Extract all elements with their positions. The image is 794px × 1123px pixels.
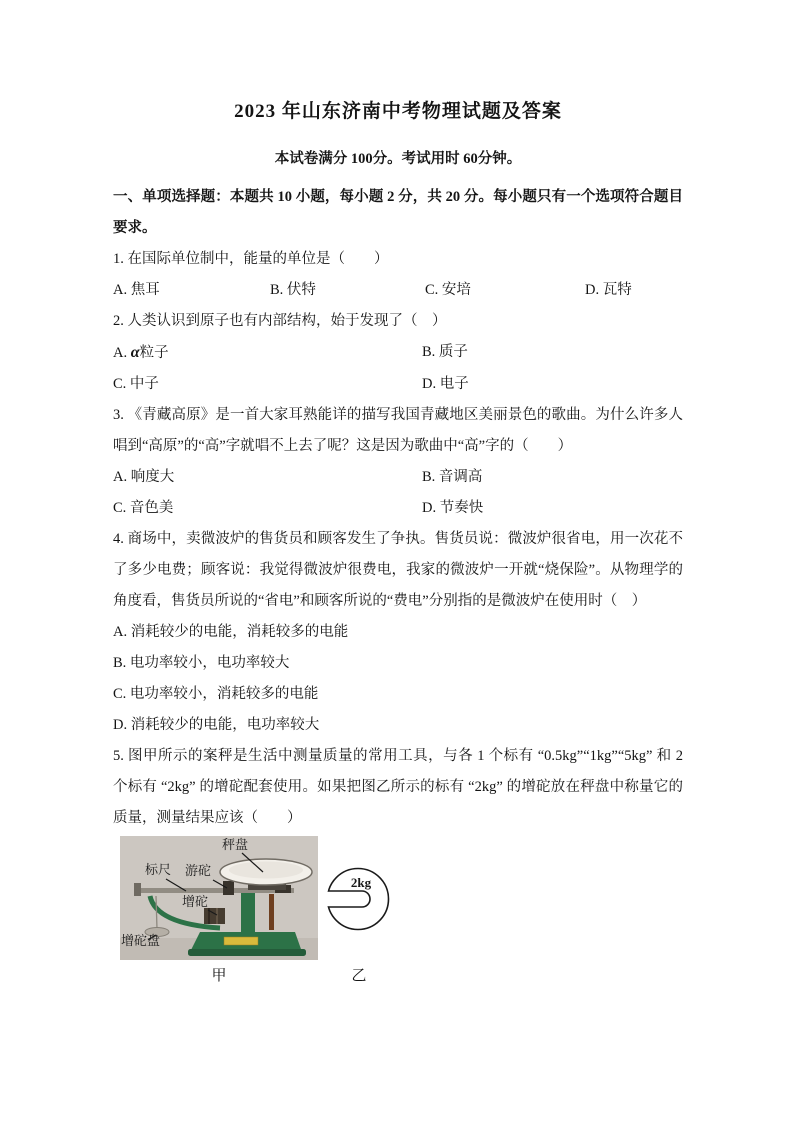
option-a: A. 焦耳 [113, 282, 160, 298]
page-content [113, 97, 683, 992]
option-d: D. 节奏快 [422, 500, 484, 516]
label-slider: 游砣 [185, 863, 212, 878]
weight-diagram [324, 866, 394, 932]
options-row [113, 462, 683, 493]
option-d: D. 瓦特 [585, 282, 632, 298]
option-c: C. 安培 [425, 282, 471, 298]
option-b: B. 音调高 [422, 469, 483, 485]
question-4 [113, 524, 683, 741]
option-a: A. 消耗较少的电能，消耗较多的电能 [113, 624, 349, 640]
label-add-weight: 增砣 [182, 894, 209, 909]
label-pan: 秤盘 [222, 837, 249, 852]
label-ruler: 标尺 [145, 862, 172, 877]
caption-jia: 甲 [211, 968, 227, 984]
question-2 [113, 306, 683, 400]
option-c: C. 电功率较小，消耗较多的电能 [113, 686, 319, 702]
page-title: 2023 年山东济南中考物理试题及答案 [234, 101, 562, 122]
options-row [113, 337, 683, 369]
option-b: B. 电功率较小，电功率较大 [113, 655, 290, 671]
question-stem: 3. 《青藏高原》是一首大家耳熟能详的描写我国青藏地区美丽景色的歌曲。为什么许多人唱到“高原”的“高”字就唱不上去了呢？这是因为歌曲中“高”字的（ ） [113, 407, 683, 454]
exam-meta-subtitle: 本试卷满分 100分。考试用时 60分钟。 [274, 151, 522, 167]
question-5 [113, 741, 683, 834]
option-b: B. 伏特 [270, 282, 316, 298]
option-d: D. 电子 [422, 376, 469, 392]
options-row [113, 275, 683, 306]
option-c: C. 中子 [113, 376, 159, 392]
section-heading: 一、单项选择题：本题共 10 小题，每小题 2 分，共 20 分。每小题只有一个选项符合题目要求。 [113, 189, 683, 236]
option-a: A. 响度大 [113, 469, 175, 485]
option-a-text: 粒子 [139, 345, 169, 361]
question-stem: 5. 图甲所示的案秤是生活中测量质量的常用工具，与各 1 个标有 “0.5kg”“1kg”“5kg” 和 2 个标有 “2kg” 的增砣配套使用。如果把图乙所示的标有 “2kg” 的增砣放在秤盘中称量它的质量，测量结果应该（ ） [113, 748, 683, 826]
scale-photo [120, 836, 318, 960]
option-d: D. 消耗较少的电能，电功率较大 [113, 717, 320, 733]
question-3 [113, 400, 683, 524]
options-row [113, 369, 683, 400]
question-stem: 1. 在国际单位制中，能量的单位是（ ） [113, 251, 389, 267]
option-a-prefix: A. [113, 345, 131, 361]
option-a [113, 337, 422, 369]
option-c: C. 音色美 [113, 500, 174, 516]
alpha-symbol: α [130, 344, 140, 361]
question-1 [113, 244, 683, 306]
label-weight-pan: 增砣盘 [121, 933, 161, 948]
weight-mark-label: 2kg [350, 875, 372, 890]
question-stem: 4. 商场中，卖微波炉的售货员和顾客发生了争执。售货员说：微波炉很省电，用一次花不了多少电费；顾客说：我觉得微波炉很费电，我家的微波炉一开就“烧保险”。从物理学的角度看，售货员所说的“省电”和顾客所说的“费电”分别指的是微波炉在使用时（ ） [113, 531, 683, 609]
question-stem: 2. 人类认识到原子也有内部结构，始于发现了（ ） [113, 313, 447, 329]
caption-yi: 乙 [351, 968, 367, 984]
options-row [113, 493, 683, 524]
option-b: B. 质子 [422, 344, 468, 360]
question-figure [113, 834, 683, 992]
